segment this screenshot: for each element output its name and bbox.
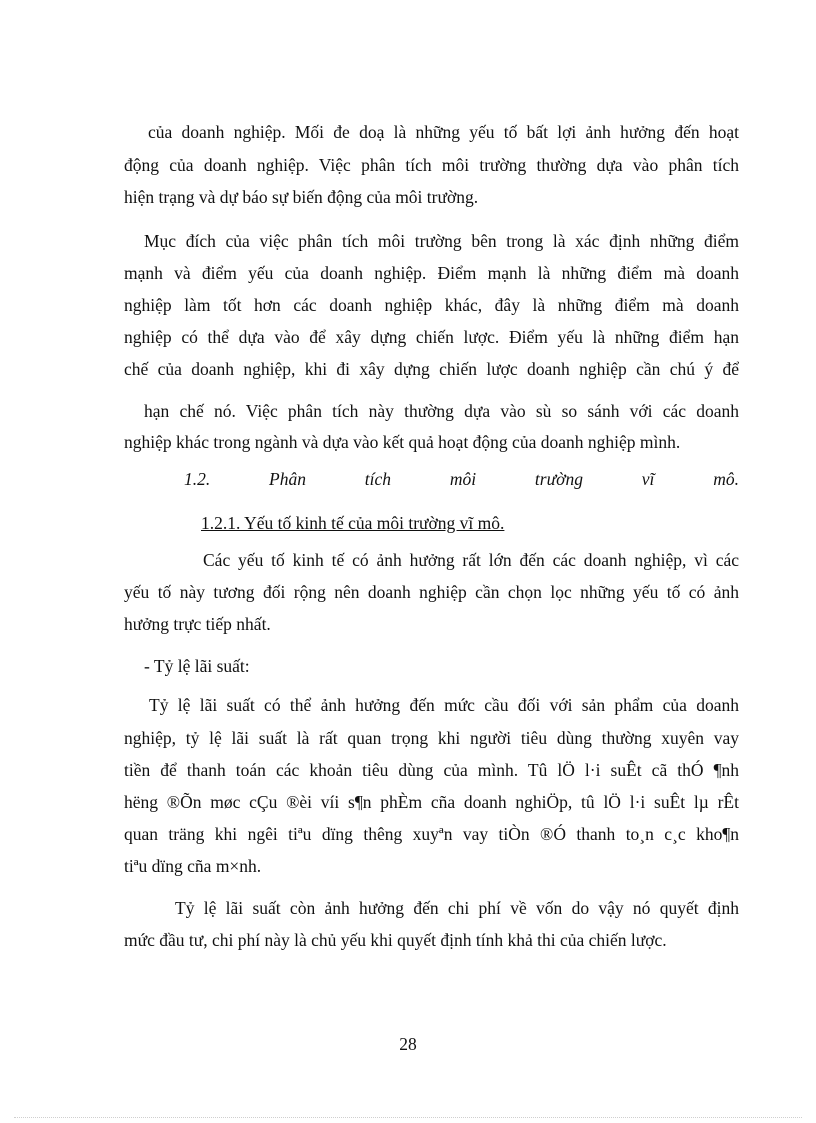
paragraph-line: động của doanh nghiệp. Việc phân tích môi trường thường dựa vào phân tích	[124, 155, 739, 175]
paragraph-line: Tỷ lệ lãi suất còn ảnh hưởng đến chi phí về vốn do vậy nó quyết định	[175, 898, 739, 918]
paragraph-line: mạnh và điểm yếu của doanh nghiệp. Điểm mạnh là những điểm mà doanh	[124, 263, 739, 283]
paragraph-line: nghiệp làm tốt hơn các doanh nghiệp khác, đây là những điểm mà doanh	[124, 295, 739, 315]
paragraph-line: nghiệp khác trong ngành và dựa vào kết quả hoạt động của doanh nghiệp mình.	[124, 432, 681, 452]
paragraph-line: tiền để thanh toán các khoản tiêu dùng của mình. Tû lÖ l·i suÊt cã thÓ ¶nh	[124, 760, 739, 780]
paragraph-line: hưởng trực tiếp nhất.	[124, 614, 271, 634]
paragraph-line: chế của doanh nghiệp, khi đi xây dựng chiến lược doanh nghiệp cần chú ý để	[124, 359, 739, 379]
paragraph-line: yếu tố này tương đối rộng nên doanh nghiệp cần chọn lọc những yếu tố có ảnh	[124, 582, 739, 602]
paragraph-line: hạn chế nó. Việc phân tích này thường dựa vào sù so sánh với các doanh	[144, 401, 739, 421]
paragraph-line: nghiệp có thể dựa vào để xây dựng chiến lược. Điểm yếu là những điểm hạn	[124, 327, 739, 347]
subsection-heading: 1.2.1. Yếu tố kinh tế của môi trường vĩ mô.	[201, 513, 505, 533]
paragraph-line: quan träng khi ngêi tiªu dïng thêng xuyªn vay tiÒn ®Ó thanh to¸n c¸c kho¶n	[124, 824, 739, 844]
section-heading: 1.2. Phân tích môi trường vĩ mô.	[184, 469, 739, 489]
paragraph-line: tiªu dïng cña m×nh.	[124, 856, 262, 876]
paragraph-line: nghiệp, tỷ lệ lãi suất là rất quan trọng khi người tiêu dùng thường xuyên vay	[124, 728, 739, 748]
paragraph-line: Mục đích của việc phân tích môi trường bên trong là xác định những điểm	[144, 231, 739, 251]
paragraph-line: hëng ®Õn møc cÇu ®èi víi s¶n phÈm cña doanh nghiÖp, tû lÖ l·i suÊt lµ rÊt	[124, 792, 739, 812]
paragraph-line: Tỷ lệ lãi suất có thể ảnh hưởng đến mức cầu đối với sản phẩm của doanh	[149, 695, 739, 715]
paragraph-line: của doanh nghiệp. Mối đe doạ là những yếu tố bất lợi ảnh hưởng đến hoạt	[148, 122, 739, 142]
paragraph-line: mức đầu tư, chi phí này là chủ yếu khi quyết định tính khả thi của chiến lược.	[124, 930, 667, 950]
bullet-heading: - Tỷ lệ lãi suất:	[144, 656, 250, 676]
paragraph-line: hiện trạng và dự báo sự biến động của môi trường.	[124, 187, 479, 207]
page-number: 28	[399, 1034, 417, 1054]
paragraph-line: Các yếu tố kinh tế có ảnh hưởng rất lớn đến các doanh nghiệp, vì các	[203, 550, 739, 570]
page-bottom-rule	[14, 1117, 802, 1118]
